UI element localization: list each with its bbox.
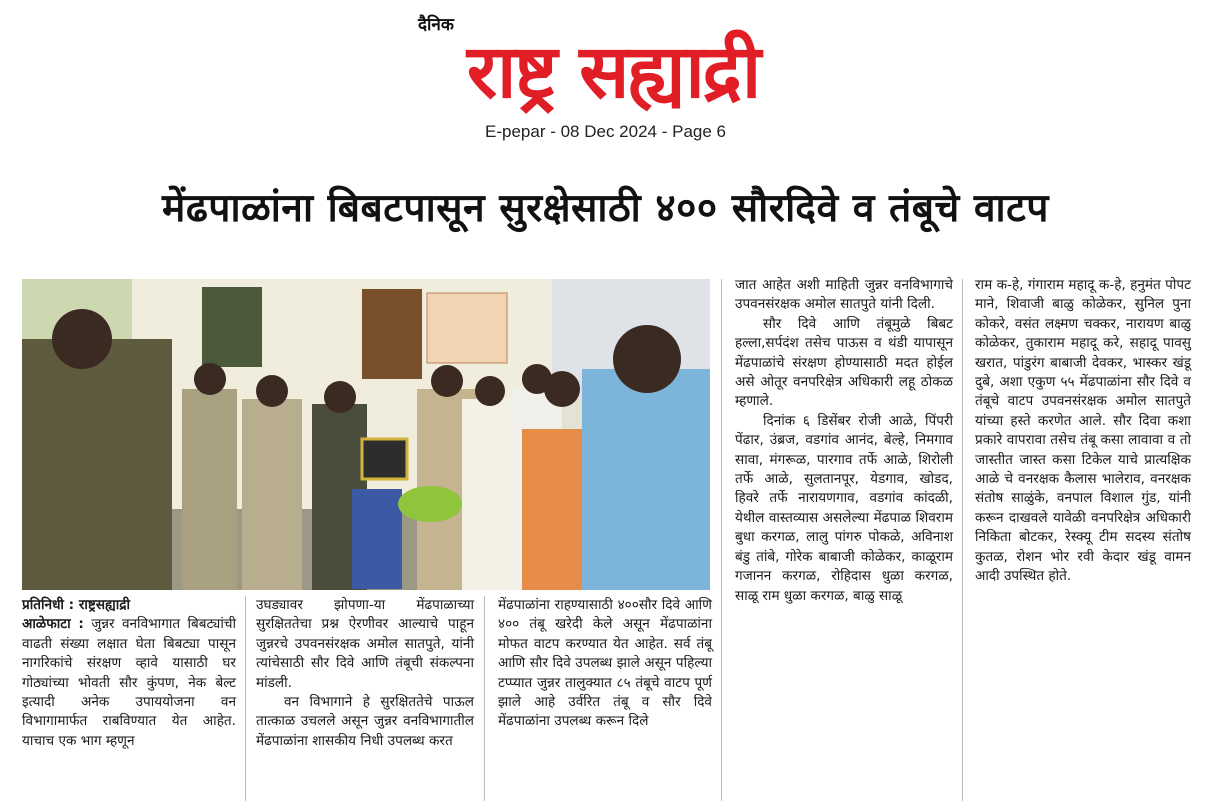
article-paragraph: उघड्यावर झोपणा-या मेंढपाळाच्या सुरक्षिततेचा प्रश्न ऐरणीवर आल्याचे पाहून जुन्नरचे उपवनसंरक्षक अमोल सातपुते, यांनी त्यांचेसाठी सौर दिवे आणि तंबूची संकल्पना मांडली. — [256, 597, 474, 691]
article-headline: मेंढपाळांना बिबटपासून सुरक्षेसाठी ४०० सौरदिवे व तंबूचे वाटप — [162, 186, 1049, 231]
article-column-3 — [498, 596, 712, 732]
article-paragraph: दिनांक ६ डिसेंबर रोजी आळे, पिंपरी पेंढार, उंब्रज, वडगांव आनंद, बेल्हे, निमगाव सावा, मंगरूळ, पारगाव तर्फे आळे, शिरोली तर्फे आळे, सुलतानपूर, येडगाव, खोडद, हिवरे तर्फे नारायणगाव, वडगांव कांदळी, येथील वास्तव्यास असलेल्या मेंढपाळ शिवराम बुधा करगळ, लालु पांगरु पोकळे, अविनाश बंडु तांबे, गोरेक बाबाजी कोळेकर, काळूराम गजानन करगळ, रोहिदास धुळा करगळ, साळू राम धुळा करगळ, बाळु साळू — [735, 412, 953, 604]
masthead — [0, 0, 1211, 150]
column-divider — [721, 279, 722, 801]
article-paragraph: मेंढपाळांना राहण्यासाठी ४००सौर दिवे आणि ४०० तंबू खरेदी केले असून मेंढपाळांना मोफत वाटप करण्यात येत आहेत. सर्व तंबू आणि सौर दिवे उपलब्ध झाले असून पहिल्या टप्प्यात जुन्नर तालुक्यात ८५ तंबूचे वाटप पूर्ण झाले आहे उर्वरित तंबू व सौर दिवे मेंढपाळांना उपलब्ध करून दिले — [498, 597, 712, 730]
article-column-4 — [735, 276, 953, 606]
newspaper-logo: राष्ट्र सह्याद्री — [466, 29, 760, 115]
article-paragraph: वन विभागाने हे सुरक्षिततेचे पाऊल तात्काळ उचलले असून जुन्नर वनविभागातील मेंढपाळांना शासकीय निधी उपलब्ध करत — [256, 694, 474, 749]
article-photo — [22, 279, 710, 590]
article-column-1 — [22, 596, 236, 751]
article-paragraph: सौर दिवे आणि तंबूमुळे बिबट हल्ला,सर्पदंश तसेच पाऊस व थंडी यापासून मेंढपाळांचे संरक्षण होण्यासाठी मदत होईल असे ओतूर वनपरिक्षेत्र अधिकारी लहू ठोकळ म्हणाले. — [735, 315, 953, 410]
article-byline: प्रतिनिधी : राष्ट्रसह्याद्री — [22, 597, 131, 613]
article-dateline: आळेफाटा : — [22, 616, 84, 633]
masthead-tagline: दैनिक — [418, 15, 454, 35]
article-paragraph: जात आहेत अशी माहिती जुन्नर वनविभागाचे उपवनसंरक्षक अमोल सातपुते यांनी दिली. — [735, 277, 953, 313]
edition-info: E-pepar - 08 Dec 2024 - Page 6 — [485, 122, 726, 141]
article-column-5 — [975, 276, 1191, 587]
photo-illustration — [22, 279, 710, 590]
article-paragraph: राम क-हे, गंगाराम महादू क-हे, हनुमंत पोपट माने, शिवाजी बाळु कोळेकर, सुनिल पुना कोकरे, वसंत लक्ष्मण चक्कर, नारायण बाळु कोळेकर, तुकाराम महादू करे, सहादू पावसु खरात, पांडुरंग बाबाजी देवकर, भास्कर खंडू दुबे, अशा एकुण ५५ मेंढपाळांना सौर दिवे व तंबूचे वाटप उपवनसंरक्षक अमोल सातपुते यांच्या हस्ते करणेत आले. सौर दिवा कशा प्रकारे वापरावा तसेच तंबू कसा लावावा व तो जास्तीत जास्त कसा टिकेल याचे प्रात्यक्षिक आळे चे वनरक्षक कैलास भालेराव, वनरक्षक संतोष साळुंके, वनपाल विशाल गुंड, यांनी करून दाखवले यावेळी वनपरिक्षेत्र अधिकारी निकिता बोटकर, रेस्क्यू टीम सदस्य संतोष कुतळ, रोशन भोर रवी केदार खंडू वामन आदी उपस्थित होते. — [975, 277, 1191, 585]
article-text: जुन्नर वनविभागात बिबट्यांची वाढती संख्या लक्षात घेता बिबट्या पासून नागरिकांचे संरक्षण व्हावे यासाठी घर गोठ्यांच्या भोवती सौर कुंपण, नेक बेल्ट इत्यादी अनेक उपाययोजना वन विभागामार्फत राबविण्यात येत आहेत. याचाच एक भाग म्हणून — [22, 616, 236, 749]
column-divider — [484, 596, 485, 801]
article-column-2 — [256, 596, 474, 751]
column-divider — [245, 596, 246, 801]
column-divider — [962, 279, 963, 801]
